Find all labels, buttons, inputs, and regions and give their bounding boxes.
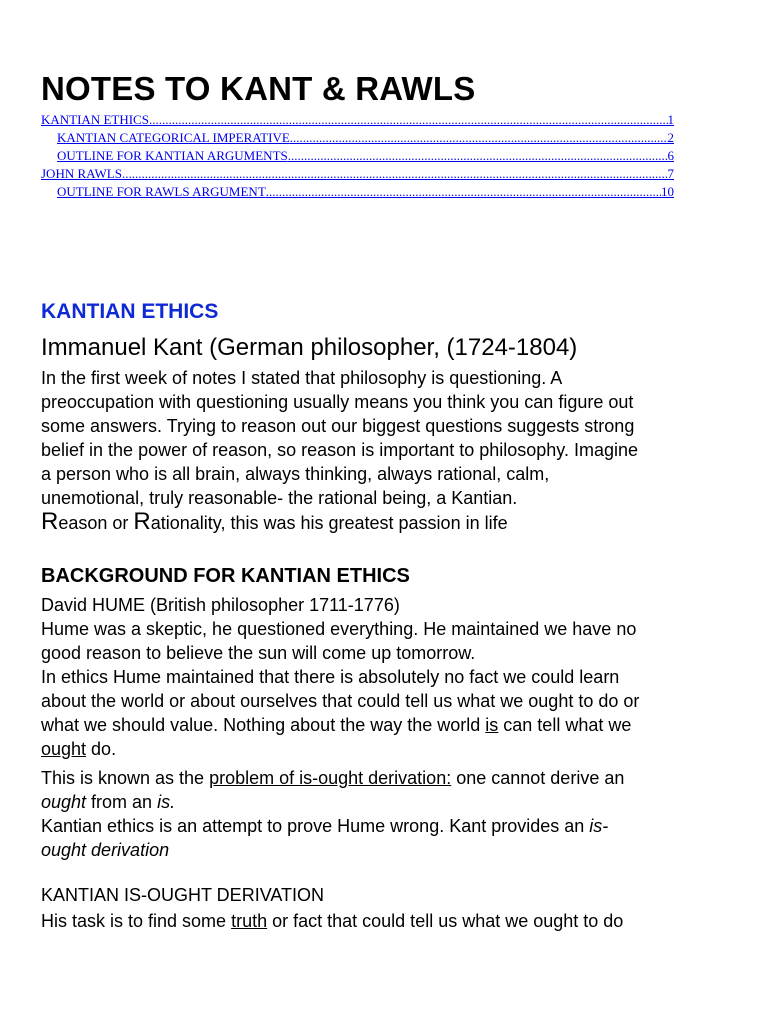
text-line (41, 838, 741, 862)
toc-leader-dots (266, 184, 661, 200)
toc-label: KANTIAN ETHICS (41, 112, 149, 127)
toc-page-number: 1 (667, 112, 674, 127)
toc-link-kantian-arguments[interactable] (41, 148, 674, 166)
toc-leader-dots (288, 148, 668, 164)
text-line: In ethics Hume maintained that there is absolutely no fact we could learn (41, 667, 620, 687)
toc-leader-dots (149, 112, 668, 128)
toc-page-number: 7 (667, 166, 674, 181)
toc-link-rawls-argument[interactable] (41, 184, 674, 202)
text-run: from an (86, 792, 158, 812)
kant-subheading: Immanuel Kant (German philosopher, (1724-1804) (41, 334, 578, 361)
italic-is: is. (157, 792, 176, 812)
is-ought-problem-paragraph (41, 766, 741, 814)
toc-label: JOHN RAWLS (41, 166, 122, 181)
toc-leader-dots (290, 130, 668, 146)
drop-letter: R (41, 508, 59, 535)
text-line: some answers. Trying to reason out our biggest questions suggests strong (41, 416, 635, 436)
drop-letter: R (133, 508, 151, 535)
toc-page-number: 2 (667, 130, 674, 145)
text-run: or fact that could tell us what we ought to do (267, 911, 624, 931)
toc-link-categorical-imperative[interactable] (41, 130, 674, 148)
hume-line: David HUME (British philosopher 1711-1776) (41, 595, 400, 615)
hume-paragraph (41, 617, 741, 761)
underlined-term: problem of is-ought derivation: (209, 768, 452, 788)
italic-text: is- (589, 816, 609, 836)
text-run: This is known as the (41, 768, 210, 788)
task-line (41, 909, 741, 933)
text-run: ationality, this was his greatest passion in life (150, 513, 508, 533)
text-line (41, 766, 741, 790)
text-run: Kantian ethics is an attempt to prove Hume wrong. Kant provides an (41, 816, 590, 836)
toc-link-john-rawls[interactable] (41, 166, 674, 184)
text-line (41, 790, 741, 814)
italic-text: ought derivation (41, 840, 170, 860)
intro-paragraph (41, 366, 741, 510)
document-title: NOTES TO KANT & RAWLS (41, 70, 476, 107)
background-heading: BACKGROUND FOR KANTIAN ETHICS (41, 565, 410, 587)
toc-label: KANTIAN CATEGORICAL IMPERATIVE (57, 130, 290, 145)
text-line: about the world or about ourselves that could tell us what we ought to do or (41, 691, 640, 711)
text-run: one cannot derive an (451, 768, 625, 788)
toc-label: OUTLINE FOR KANTIAN ARGUMENTS (57, 148, 288, 163)
text-line (41, 713, 741, 737)
text-line: unemotional, truly reasonable- the rational being, a Kantian. (41, 488, 518, 508)
toc-label: OUTLINE FOR RAWLS ARGUMENT (57, 184, 266, 199)
toc-page-number: 6 (667, 148, 674, 163)
toc-leader-dots (122, 166, 668, 182)
text-line: belief in the power of reason, so reason is important to philosophy. Imagine (41, 440, 639, 460)
text-line: Hume was a skeptic, he questioned everything. He maintained we have no (41, 619, 637, 639)
is-ought-derivation-heading: KANTIAN IS-OUGHT DERIVATION (41, 885, 325, 905)
text-line: a person who is all brain, always thinking, always rational, calm, (41, 464, 550, 484)
text-line: In the first week of notes I stated that philosophy is questioning. A (41, 368, 563, 388)
text-line: good reason to believe the sun will come up tomorrow. (41, 643, 476, 663)
text-run: eason or (58, 513, 134, 533)
text-run: what we should value. Nothing about the way the world (41, 715, 486, 735)
underlined-is: is (485, 715, 499, 735)
underlined-truth: truth (231, 911, 268, 931)
table-of-contents (41, 112, 674, 202)
text-line (41, 814, 741, 838)
underlined-ought: ought (41, 739, 87, 759)
toc-link-kantian-ethics[interactable] (41, 112, 674, 130)
toc-page-number: 10 (661, 184, 674, 199)
text-run: do. (86, 739, 117, 759)
text-line (41, 737, 741, 761)
reason-line (41, 510, 741, 535)
text-line: preoccupation with questioning usually means you think you can figure out (41, 392, 634, 412)
text-run: can tell what we (498, 715, 632, 735)
text-run: His task is to find some (41, 911, 232, 931)
kant-attempt-paragraph (41, 814, 741, 862)
section-heading-kantian-ethics: KANTIAN ETHICS (41, 300, 219, 323)
italic-ought: ought (41, 792, 87, 812)
